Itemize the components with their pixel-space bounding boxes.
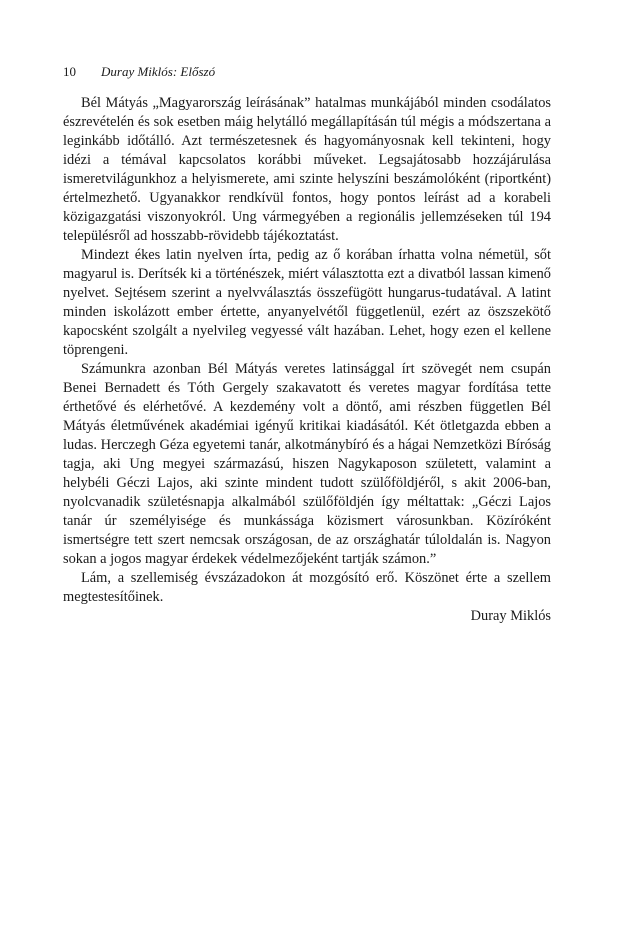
page-number: 10 — [63, 64, 76, 79]
author-signature: Duray Miklós — [470, 608, 551, 624]
body-text — [63, 94, 551, 626]
paragraph-1: Bél Mátyás „Magyarország leírásának” hatalmas munkájából minden csodálatos észrevételén és sok esetben máig helytálló megállapításán túl mégis a módszertana a leginkább időtálló. Azt természetesnek és hagyományosnak kell tekinteni, hogy idézi a témával kapcsolatos korábbi műveket. Legsajátosabb hozzájárulása ismeretvilágunkhoz a helyismerete, ami szinte helyszíni beszámolóként (riportként) értelmezhető. Ugyanakkor rendkívül fontos, hogy pontos leírást ad a korabeli közigazgatási viszonyokról. Ung vármegyében a regionális jellemzéseken túl 194 településről ad hosszabb-rövidebb tájékoztatást. — [63, 95, 551, 244]
running-header — [63, 64, 215, 80]
paragraph-2: Mindezt ékes latin nyelven írta, pedig az ő korában írhatta volna németül, sőt magyarul is. Derítsék ki a történészek, miért választotta ezt a divatból lassan kimenő nyelvet. Sejtésem szerint a nyelvválasztás összefügött hungarus-tudatával. A latint minden iskolázott ember értette, anyanyelvétől függetlenül, ezért az öszszekötő kapocsként szolgált a nyelvileg vegyessé vált hazában. Lehet, hogy ezen el kellene töprengeni. — [63, 247, 551, 358]
paragraph-3: Számunkra azonban Bél Mátyás veretes latinsággal írt szövegét nem csupán Benei Bernadett és Tóth Gergely szakavatott és veretes magyar fordítása tette érthetővé és elérhetővé. A kezdemény volt a döntő, ami részben független Bél Mátyás életművének akadémiai igényű kritikai kiadásától. Két ötletgazda ebben a ludas. Herczegh Géza egyetemi tanár, alkotmánybíró és a hágai Nemzetközi Bíróság tagja, aki Ung megyei származású, hiszen Nagykaposon született, valamint a helybéli Géczi Lajos, aki szinte mindent tudott szülőföldjéről, s akit 2006-ban, nyolcvanadik születésnapja alkalmából szülőföldjén így méltattak: „Géczi Lajos tanár úr személyisége és munkássága közismert városunkban. Közíróként ismertségre tett szert nemcsak országosan, de az országhatár túloldalán is. Nagyon sokan a jogos magyar érdekek védelmezőjeként tartják számon.” — [63, 361, 551, 567]
running-title: Duray Miklós: Előszó — [101, 64, 216, 79]
paragraph-4: Lám, a szellemiség évszázadokon át mozgósító erő. Köszönet érte a szellem megtestesítőinek. — [63, 570, 551, 605]
